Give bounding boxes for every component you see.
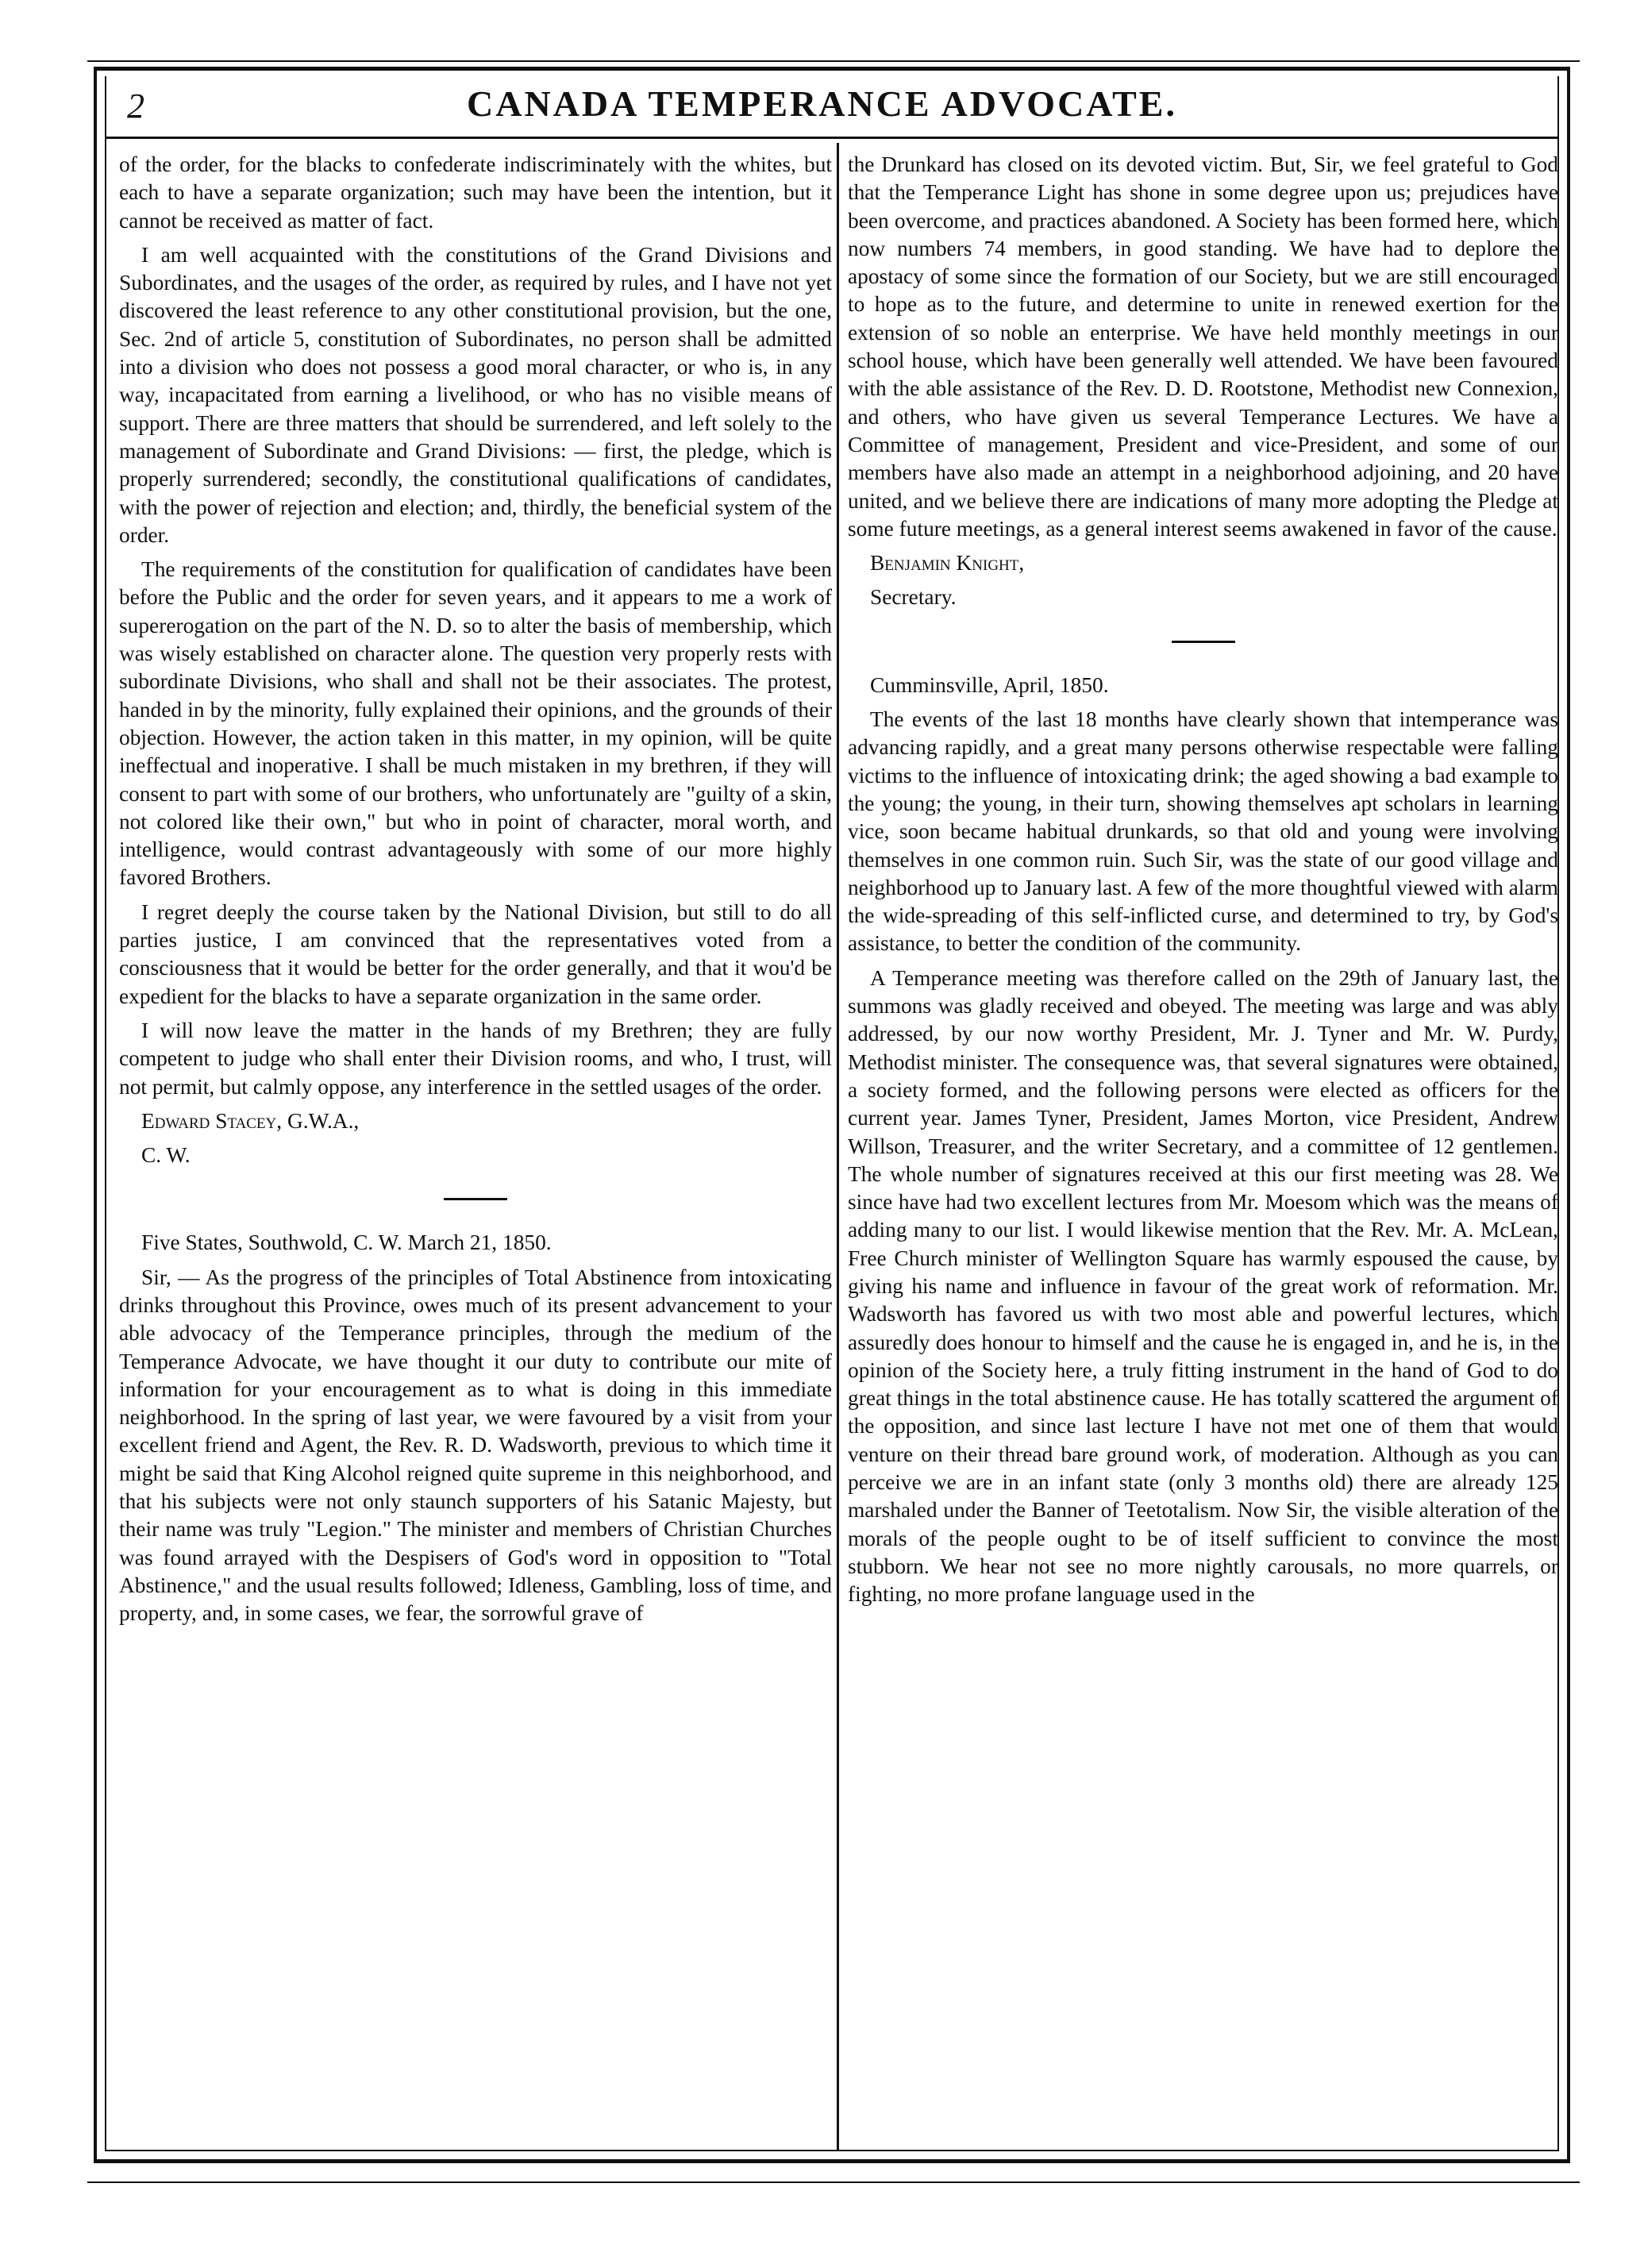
signature-edward-stacey: Edward Stacey, G.W.A., [141, 1108, 360, 1133]
left-paragraph-2: I am well acquainted with the constitutions of the Grand Divisions and Subordinates, and the usages of the order, as required by rules, and I have not yet discovered the least reference to any other constitutional provision, but the one, Sec. 2nd of article 5, constitution of Subordinates, no person shall be admitted into a division who does not possess a good moral character, or who is, in any way, incapacitated from earning a livelihood, or who has no visible means of support. There are three matters that should be surrendered, and left solely to the management of Subordinate and Grand Divisions: — first, the pledge, which is properly surrendered; secondly, the constitutional qualifications of candidates, with the power of rejection and election; and, thirdly, the beneficial system of the order. [119, 242, 832, 547]
signature-edward-stacey-line2: C. W. [141, 1143, 191, 1168]
frame-bottom-thick [94, 2159, 1570, 2163]
left-paragraph-5: I will now leave the matter in the hands of my Brethren; they are fully competent to judge who shall enter their Division rooms, and who, I trust, will not permit, but calmly oppose, any interference in the settled usages of the order. [119, 1018, 832, 1099]
page-number: 2 [127, 87, 144, 125]
header-rule [105, 137, 1559, 139]
left-letter2-paragraph-1: Sir, — As the progress of the principles of Total Abstinence from intoxicating drinks throughout this Province, owes much of its present advancement to your able advocacy of the Temperance principles, through the medium of the Temperance Advocate, we have thought it our duty to contribute our mite of information for your encouragement as to what is doing in this immediate neighborhood. In the spring of last year, we were favoured by a visit from your excellent friend and Agent, the Rev. R. D. Wadsworth, previous to which time it might be said that King Alcohol reigned quite supreme in this neighborhood, and that his subjects were not only staunch supporters of his Satanic Majesty, but their name was truly "Legion." The minister and members of Christian Churches was found arrayed with the Despisers of God's word in opposition to "Total Abstinence," and the usual results followed; Idleness, Gambling, loss of time, and property, and, in some cases, we fear, the sorrowful grave of [119, 1265, 832, 1626]
letter-dateline-cumminsville: Cumminsville, April, 1850. [870, 672, 1109, 697]
right-letter2-paragraph-1: The events of the last 18 months have clearly shown that intemperance was advancing rapidly, and a great many persons otherwise respectable were falling victims to the influence of intoxicating drink; the aged showing a bad example to the young; the young, in their turn, showing themselves apt scholars in learning vice, soon became habitual drunkards, so that old and young were involving themselves in one common ruin. Such Sir, was the state of our good village and neighborhood up to January last. A few of the more thoughtful viewed with alarm the wide-spreading of this self-inflicted curse, and determined to try, by God's assistance, to better the condition of the community. [848, 707, 1558, 956]
right-letter2-paragraph-2: A Temperance meeting was therefore called on the 29th of January last, the summons was gladly received and obeyed. The meeting was large and was ably addressed, by our now worthy President, Mr. J. Tyner and Mr. W. Purdy, Methodist minister. The consequence was, that several signatures were obtained, a society formed, and the following persons were elected as officers for the current year. James Tyner, President, James Morton, vice President, Andrew Willson, Treasurer, and the writer Secretary, and a committee of 12 gentlemen. The whole number of signatures received at this our first meeting was 28. We since have had two excellent lectures from Mr. Moesom which was the means of adding many to our list. I would likewise mention that the Rev. Mr. A. McLean, Free Church minister of Wellington Square has warmly espoused the cause, by giving his name and influence in favour of the great work of reformation. Mr. Wadsworth has favored us with two most able and powerful lectures, which assuredly does honour to himself and the cause he is engaged in, and he is, in the opinion of the Society here, a truly fitting instrument in the hand of God to do great things in the total abstinence cause. He has totally scattered the argument of the opposition, and since last lecture I have not met one of them that would venture on their thread bare ground work, of moderation. Although as you can perceive we are in an infant state (only 3 months old) there are already 125 marshaled under the Banner of Teetotalism. Now Sir, the visible alteration of the morals of the people ought to be of itself sufficient to convince the most stubborn. We hear not see no more nightly carousals, no more quarrels, or fighting, no more profane language used in the [848, 965, 1558, 1607]
column-divider [837, 143, 839, 2151]
left-paragraph-3: The requirements of the constitution for qualification of candidates have been before the Public and the order for seven years, and it appears to me a work of supererogation on the part of the N. D. so to alter the basis of membership, which was wisely established on character alone. The question very properly rests with subordinate Divisions, who shall and shall not be their associates. The protest, handed in by the minority, fully explained their opinions, and the grounds of their objection. However, the action taken in this matter, in my opinion, will be quite ineffectual and inoperative. I shall be much mistaken in my brethren, if they will consent to part with some of our brothers, who unfortunately are "guilty of a skin, not colored like their own," but who in point of character, moral worth, and intelligence, would contrast advantageously with some of our more highly favored Brothers. [119, 557, 832, 890]
frame-right-outer [1567, 67, 1570, 2162]
signature-benjamin-knight: Benjamin Knight, [870, 551, 1025, 576]
frame-bottom-inner [105, 2150, 1559, 2151]
signature-benjamin-knight-line2: Secretary. [870, 585, 957, 610]
section-divider [1172, 641, 1235, 643]
right-paragraph-1: the Drunkard has closed on its devoted victim. But, Sir, we feel grateful to God that the Temperance Light has shone in some degree upon us; prejudices have been overcome, and practices abandoned. A Society has been formed here, which now numbers 74 members, in good standing. We have had to deplore the apostacy of some since the formation of our Society, but we are still encouraged to hope as to the future, and determine to unite in renewed exertion for the extension of so noble an enterprise. We have held monthly meetings in our school house, which have been generally well attended. We have been favoured with the able assistance of the Rev. D. D. Rootstone, Methodist new Connexion, and others, who have given us several Temperance Lectures. We have a Committee of management, President and vice-President, and some of our members have also made an attempt in a neighborhood adjoining, and 20 have united, and we believe there are indications of many more adopting the Pledge at some future meetings, as a general interest seems awakened in favor of the cause. [848, 152, 1558, 541]
left-column [119, 151, 832, 1635]
frame-top-thick [94, 67, 1570, 71]
letter-dateline-five-states: Five States, Southwold, C. W. March 21, 1850. [141, 1230, 552, 1255]
left-paragraph-4: I regret deeply the course taken by the National Division, but still to do all parties justice, I am convinced that the representatives voted from a consciousness that it would be better for the order generally, and that it wou'd be expedient for the blacks to have a separate organization in the same order. [119, 899, 832, 1008]
left-paragraph-1: of the order, for the blacks to confederate indiscriminately with the whites, but each to have a separate organization; such may have been the intention, but it cannot be received as matter of fact. [119, 152, 832, 233]
frame-left-inner [105, 76, 106, 2151]
right-column [848, 151, 1558, 1615]
frame-bottom-thin [87, 2181, 1580, 2183]
section-divider [444, 1198, 507, 1200]
masthead-title: CANADA TEMPERANCE ADVOCATE. [467, 83, 1177, 124]
frame-left-outer [94, 67, 97, 2162]
frame-top-thin [87, 60, 1580, 62]
